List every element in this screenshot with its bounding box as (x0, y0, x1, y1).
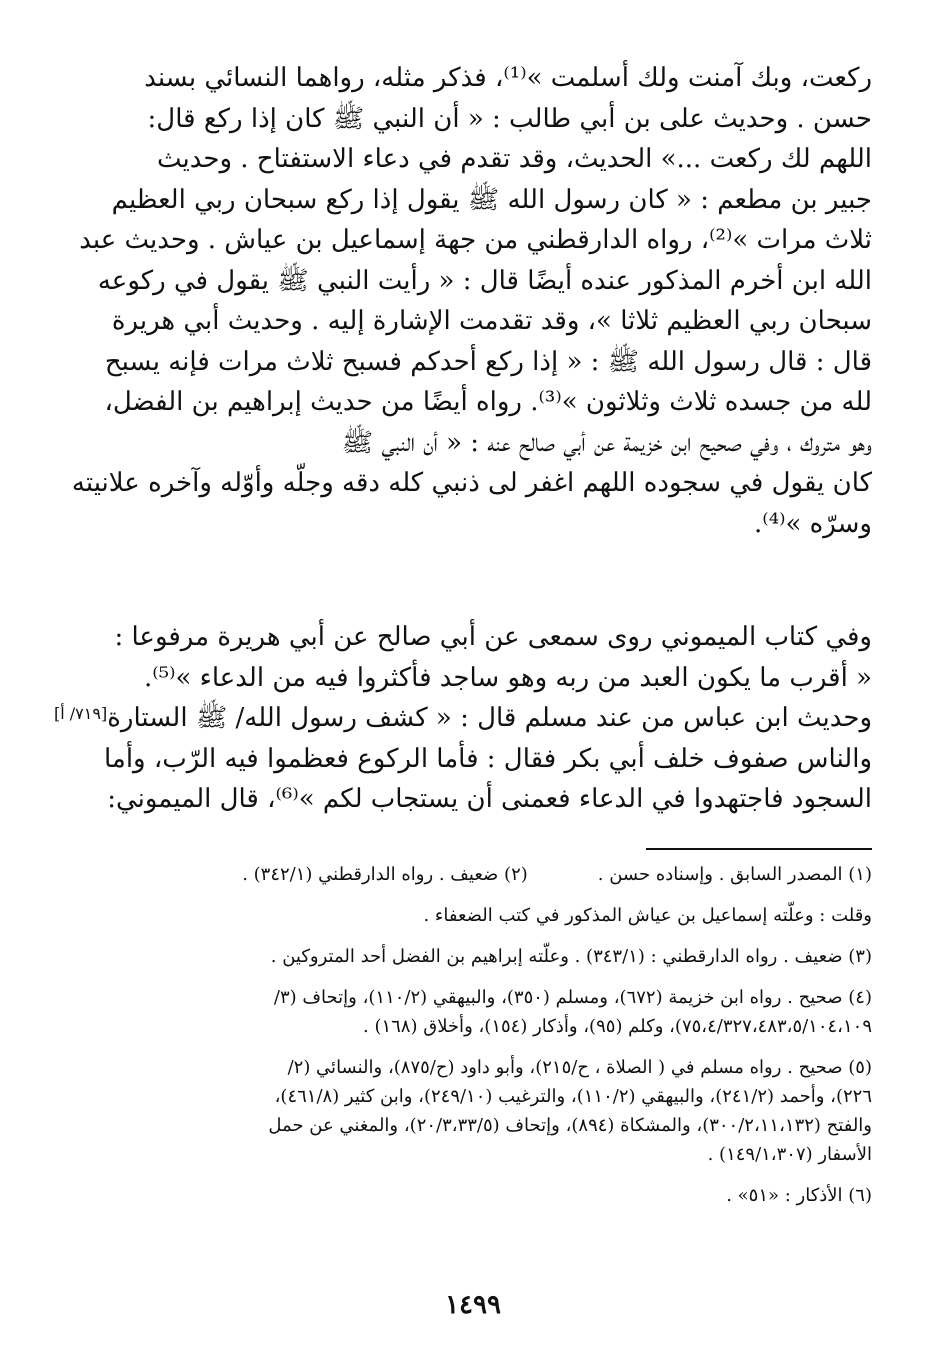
text-line: ركعت، وبك آمنت ولك أسلمت »⁽¹⁾، فذكر مثله، رواهما النسائي بسند (144, 63, 872, 93)
footnote-line: الأسفار (١٤٩/١،٣٠٧) . (707, 1144, 872, 1165)
text-line: جبير بن مطعم : « كان رسول الله ﷺ يقول إذا ركع سبحان ربي العظيم (111, 184, 872, 215)
footnote-3: (٣) ضعيف . رواه الدارقطني : (٣٤٣/١) . وعلّته إبراهيم بن الفضل أحد المتروكين . (270, 946, 872, 967)
footnote-row-1-2 (150, 860, 872, 889)
text-line: وسرّه »⁽⁴⁾. (754, 508, 872, 539)
footnote-5 (150, 1053, 872, 1169)
manuscript-folio-marker: [٧١٩/ أ] (54, 704, 108, 723)
text-line: اللهم لك ركعت ...» الحديث، وقد تقدم في دعاء الاستفتاح . وحديث (156, 144, 872, 174)
main-paragraph-2 (103, 617, 872, 820)
footnote-1: (١) المصدر السابق . وإسناده حسن . (597, 864, 872, 885)
footnote-line: (٥) صحيح . رواه مسلم في ( الصلاة ، ح/٢١٥)، وأبو داود (ح/٨٧٥)، والنسائي (٢/ (287, 1057, 872, 1078)
footnotes (150, 860, 872, 1222)
footnote-4 (150, 983, 872, 1041)
footnote-2-note: وقلت : وعلّته إسماعيل بن عياش المذكور في كتب الضعفاء . (423, 905, 872, 926)
page-number: ١٤٩٩ (445, 1290, 501, 1320)
text-line: وفي كتاب الميموني روى سمعى عن أبي صالح عن أبي هريرة مرفوعا : (114, 622, 872, 652)
text-line: ثلاث مرات »⁽²⁾، رواه الدارقطني من جهة إسماعيل بن عياش . وحديث عبد (79, 225, 872, 255)
text-line: وهو متروك ، وفي صحيح ابن خزيمة عن أبي صالح عنه : « أن النبي ﷺ (341, 427, 872, 458)
text-line: السجود فاجتهدوا في الدعاء فعمنى أن يستجاب لكم »⁽⁶⁾، قال الميموني: (107, 784, 872, 814)
footnote-divider (646, 848, 872, 850)
footnote-6: (٦) الأذكار : «٥١» . (726, 1185, 872, 1206)
text-line: حسن . وحديث على بن أبي طالب : « أن النبي ﷺ كان إذا ركع قال: (147, 103, 872, 134)
text-line: وحديث ابن عباس من عند مسلم قال : « كشف رسول الله/ ﷺ الستارة (107, 703, 872, 733)
main-paragraph-1 (71, 58, 872, 544)
text-line: قال : قال رسول الله ﷺ : « إذا ركع أحدكم فسبح ثلاث مرات فإنه يسبح (104, 346, 872, 377)
text-line: والناس صفوف خلف أبي بكر فقال : فأما الركوع فعظموا فيه الرّب، وأما (103, 743, 872, 774)
text-line: « أقرب ما يكون العبد من ربه وهو ساجد فأكثروا فيه من الدعاء »⁽⁵⁾. (143, 662, 872, 693)
footnote-line: (٤) صحيح . رواه ابن خزيمة (٦٧٢)، ومسلم (٣٥٠)، والبيهقي (١١٠/٢)، وإتحاف (٣/ (273, 987, 872, 1008)
footnote-line: ٧٥،٤/٣٢٧،٤٨٣،٥/١٠٤،١٠٩)، وكلم (٩٥)، وأذكار (١٥٤)، وأخلاق (١٦٨) . (363, 1016, 872, 1037)
text-line: لله من جسده ثلاث وثلاثون »⁽³⁾. رواه أيضًا من حديث إبراهيم بن الفضل، (104, 387, 872, 417)
footnote-line: والفتح (٣٠٠/٢،١١،١٣٢)، والمشكاة (٨٩٤)، وإتحاف (٢٠/٣،٣٣/٥)، والمغني عن حمل (268, 1115, 872, 1136)
text-line: سبحان ربي العظيم ثلاثا »، وقد تقدمت الإشارة إليه . وحديث أبي هريرة (111, 306, 872, 336)
text-line: الله ابن أخرم المذكور عنده أيضًا قال : « رأيت النبي ﷺ يقول في ركوعه (97, 265, 872, 296)
footnote-line: ٢٢٦)، وأحمد (٢٤١/٢)، والبيهقي (١١٠/٢)، والترغيب (٢٤٩/١٠)، وابن كثير (٤٦١/٨)، (274, 1086, 872, 1107)
text-line: كان يقول في سجوده اللهم اغفر لى ذنبي كله دقه وجلّه وأوّله وآخره علانيته (71, 468, 872, 498)
footnote-2: (٢) ضعيف . رواه الدارقطني (٣٤٢/١) . (242, 864, 528, 885)
